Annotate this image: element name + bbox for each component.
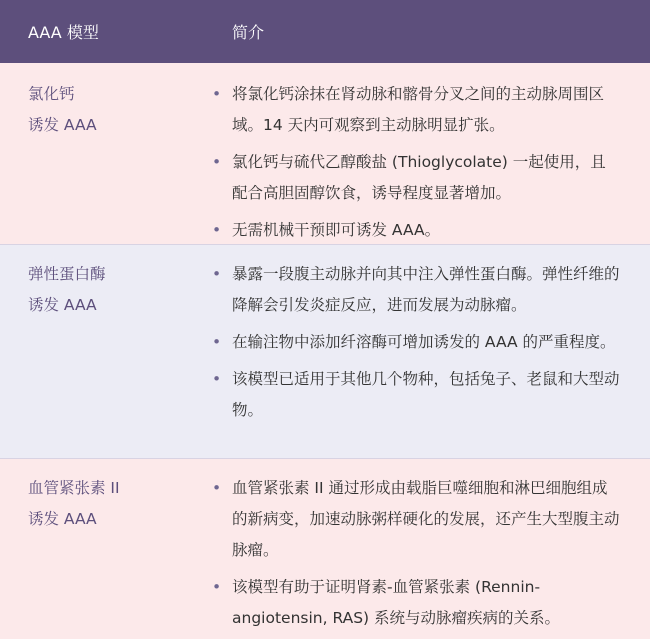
- list-item: [212, 215, 620, 246]
- header-model: AAA 模型: [28, 23, 99, 42]
- bullet-icon: •: [212, 333, 222, 351]
- bullet-icon: •: [212, 221, 222, 239]
- list-item: [212, 364, 620, 426]
- bullet-icon: •: [212, 85, 222, 103]
- item-text: 氯化钙与硫代乙醇酸盐 (Thioglycolate) 一起使用，且配合高胆固醇饮食，诱导程度显著增加。: [232, 153, 606, 202]
- bullet-icon: •: [212, 265, 222, 283]
- item-text: 在输注物中添加纤溶酶可增加诱发的 AAA 的严重程度。: [232, 333, 616, 351]
- header-intro: 简介: [232, 23, 265, 42]
- item-text: 该模型已适用于其他几个物种，包括兔子、老鼠和大型动物。: [232, 370, 620, 419]
- item-text: 血管紧张素 II 通过形成由载脂巨噬细胞和淋巴细胞组成的新病变，加速动脉粥样硬化的发展，还产生大型腹主动脉瘤。: [232, 479, 620, 559]
- model-name-line1: 氯化钙: [28, 85, 75, 103]
- bullet-icon: •: [212, 578, 222, 596]
- table-row-calcium-chloride: [0, 63, 650, 244]
- model-name-line2: 诱发 AAA: [28, 510, 97, 528]
- list-item: [212, 473, 620, 566]
- table-row-elastase: [0, 244, 650, 458]
- bullet-icon: •: [212, 479, 222, 497]
- model-name-line2: 诱发 AAA: [28, 296, 97, 314]
- model-name-line1: 血管紧张素 II: [28, 479, 120, 497]
- model-name: [0, 473, 212, 639]
- list-item: [212, 327, 620, 358]
- list-item: [212, 147, 620, 209]
- item-text: 无需机械干预即可诱发 AAA。: [232, 221, 441, 239]
- list-item: [212, 572, 620, 634]
- item-text: 该模型有助于证明肾素-血管紧张素 (Rennin-angiotensin, RAS) 系统与动脉瘤疾病的关系。: [232, 578, 561, 627]
- bullet-icon: •: [212, 153, 222, 171]
- model-description: [212, 473, 650, 639]
- bullet-icon: •: [212, 370, 222, 388]
- model-name-line2: 诱发 AAA: [28, 116, 97, 134]
- model-description: [212, 79, 650, 244]
- model-name-line1: 弹性蛋白酶: [28, 265, 106, 283]
- model-name: [0, 79, 212, 244]
- model-name: [0, 259, 212, 458]
- list-item: [212, 79, 620, 141]
- item-text: 暴露一段腹主动脉并向其中注入弹性蛋白酶。弹性纤维的降解会引发炎症反应，进而发展为动脉瘤。: [232, 265, 620, 314]
- list-item: [212, 259, 620, 321]
- table-row-angiotensin: [0, 458, 650, 639]
- model-description: [212, 259, 650, 458]
- item-text: 将氯化钙涂抹在肾动脉和髂骨分叉之间的主动脉周围区域。14 天内可观察到主动脉明显扩张。: [232, 85, 605, 134]
- table-header: [0, 0, 650, 63]
